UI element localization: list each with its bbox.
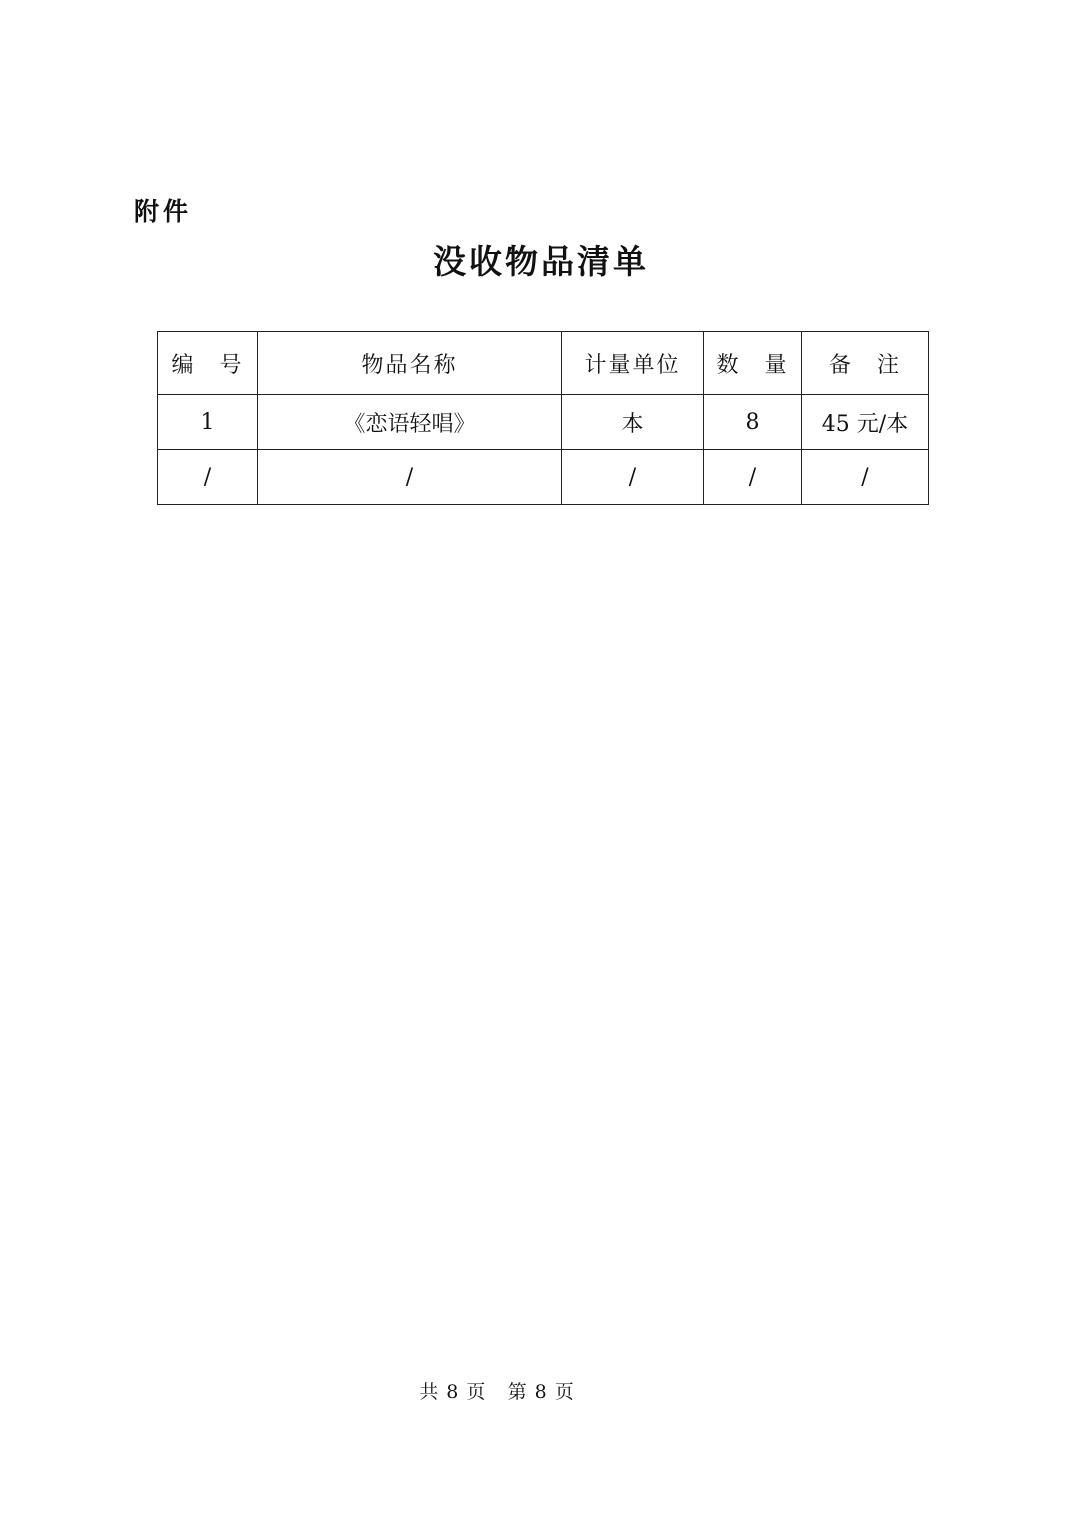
table-row [158, 395, 929, 450]
header-cell-item-name: 物品名称 [258, 332, 562, 395]
header-cell-number: 编 号 [158, 332, 258, 395]
cell-item-name: 《恋语轻唱》 [258, 395, 562, 450]
cell-remarks: 45 元/本 [802, 395, 929, 450]
page-current-text: 第 8 页 [507, 1381, 575, 1403]
header-cell-quantity: 数 量 [704, 332, 802, 395]
document-title: 没收物品清单 [433, 242, 649, 281]
cell-quantity: / [704, 450, 802, 505]
cell-unit: 本 [562, 395, 704, 450]
page-total-text: 共 8 页 [419, 1381, 487, 1403]
cell-unit: / [562, 450, 704, 505]
cell-number: 1 [158, 395, 258, 450]
cell-remarks: / [802, 450, 929, 505]
confiscated-items-table [157, 331, 929, 505]
table-row [158, 450, 929, 505]
cell-number: / [158, 450, 258, 505]
attachment-label: 附件 [134, 197, 193, 226]
cell-item-name: / [258, 450, 562, 505]
header-cell-unit: 计量单位 [562, 332, 704, 395]
table-header-row [158, 332, 929, 395]
header-cell-remarks: 备 注 [802, 332, 929, 395]
cell-quantity: 8 [704, 395, 802, 450]
page-footer [0, 1377, 994, 1404]
